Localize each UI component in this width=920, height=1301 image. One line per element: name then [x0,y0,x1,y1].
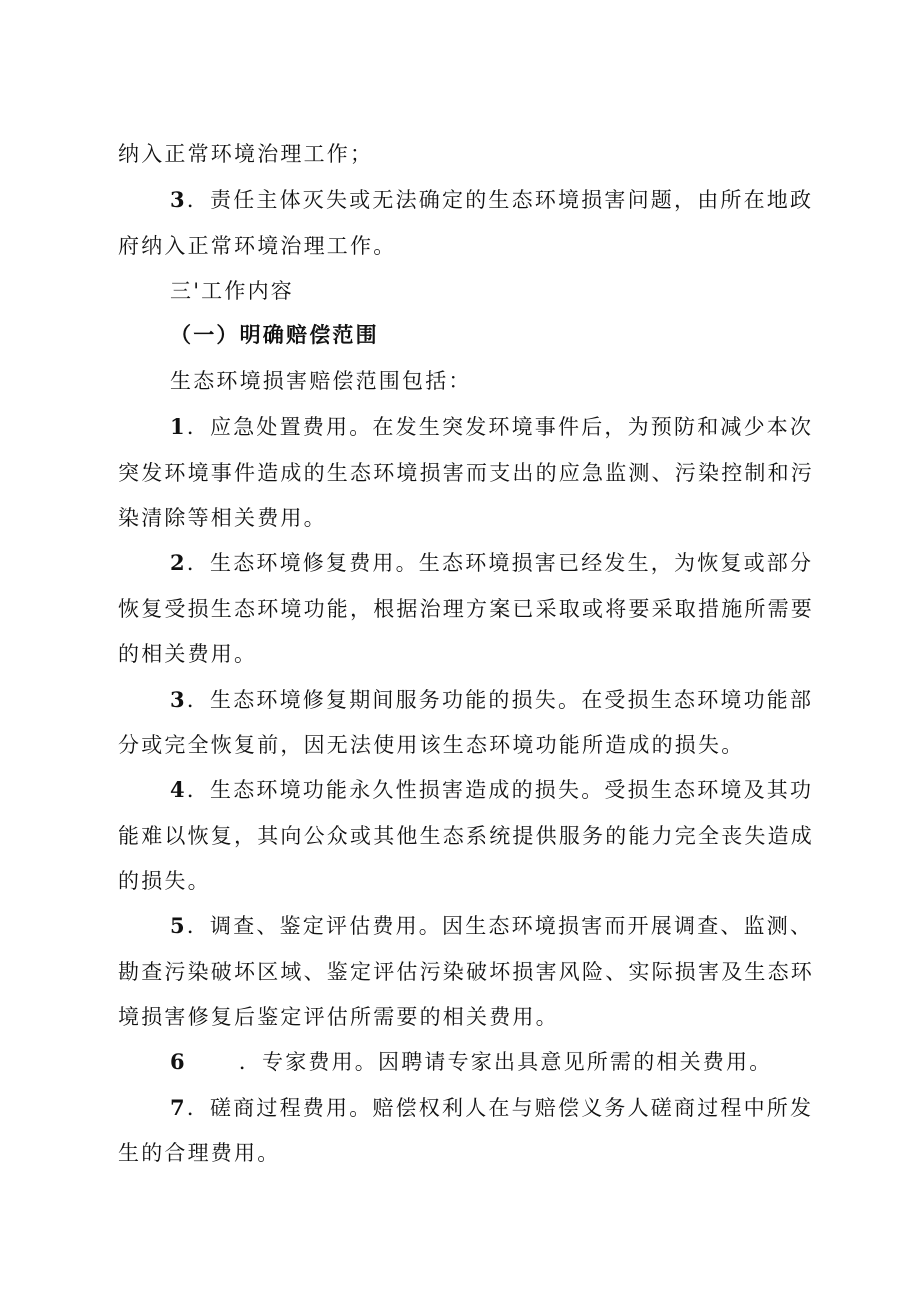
line-text: 恢复受损生态环境功能，根据治理方案已采取或将要采取措施所需要 [118,597,814,621]
line-text: 能难以恢复，其向公众或其他生态系统提供服务的能力完全丧失造成 [118,824,814,848]
paragraph-line [118,730,744,760]
paragraph-line [118,821,814,851]
line-text: 染清除等相关费用。 [118,506,327,530]
line-text: ．专家费用。因聘请专家出具意见所需的相关费用。 [238,1050,773,1074]
line-text: （一）明确赔偿范围 [170,322,379,347]
section-heading [170,276,294,306]
line-text: 突发环境事件造成的生态环境损害而支出的应急监测、污染控制和污 [118,461,814,485]
line-text: ．生态环境修复期间服务功能的损失。在受损生态环境功能部 [186,688,814,712]
line-text: ．磋商过程费用。赔偿权利人在与赔偿义务人磋商过程中所发 [186,1096,814,1120]
paragraph-line [118,139,373,169]
item-number: 6 [170,1049,187,1074]
paragraph-line [118,594,814,624]
line-text: ．生态环境功能永久性损害造成的损失。受损生态环境及其功 [186,778,814,802]
line-text: ．应急处置费用。在发生突发环境事件后，为预防和减少本次 [186,415,814,439]
paragraph-line [170,775,813,805]
paragraph-line [170,1047,772,1077]
paragraph-line [118,639,257,669]
line-text: 纳入正常环境治理工作； [118,142,374,166]
line-text: 勘查污染破坏区域、鉴定评估污染破坏损害风险、实际损害及生态环 [118,960,814,984]
line-text: 的相关费用。 [118,642,258,666]
paragraph-line [170,412,813,442]
paragraph-line [170,911,813,941]
line-text: 三'工作内容 [170,279,294,303]
line-text: ．生态环境修复费用。生态环境损害已经发生，为恢复或部分 [186,551,814,575]
line-text: 的损失。 [118,869,211,893]
paragraph-line [170,548,813,578]
paragraph-line [118,866,211,896]
item-number: 7 [170,1095,187,1120]
paragraph-line [170,366,472,396]
line-text: ．责任主体灭失或无法确定的生态环境损害问题，由所在地政 [186,188,814,212]
line-text: 府纳入正常环境治理工作。 [118,234,397,258]
paragraph-line [118,231,396,261]
paragraph-line [118,1138,280,1168]
line-text: 生态环境损害赔偿范围包括： [170,369,472,393]
subsection-heading [170,320,379,350]
paragraph-line [118,458,814,488]
line-text: 分或完全恢复前，因无法使用该生态环境功能所造成的损失。 [118,733,745,757]
item-number: 2 [170,550,187,575]
paragraph-line [118,957,814,987]
item-number: 3 [170,687,187,712]
paragraph-line [170,1093,813,1123]
item-number: 1 [170,414,187,439]
paragraph-line [170,685,813,715]
line-text: 生的合理费用。 [118,1141,281,1165]
paragraph-line [170,185,813,215]
line-text: 境损害修复后鉴定评估所需要的相关费用。 [118,1005,559,1029]
paragraph-line [118,1002,559,1032]
item-number: 3 [170,187,187,212]
paragraph-line [118,503,327,533]
item-number: 5 [170,913,187,938]
line-text: ．调查、鉴定评估费用。因生态环境损害而开展调查、监测、 [186,914,814,938]
item-number: 4 [170,777,187,802]
